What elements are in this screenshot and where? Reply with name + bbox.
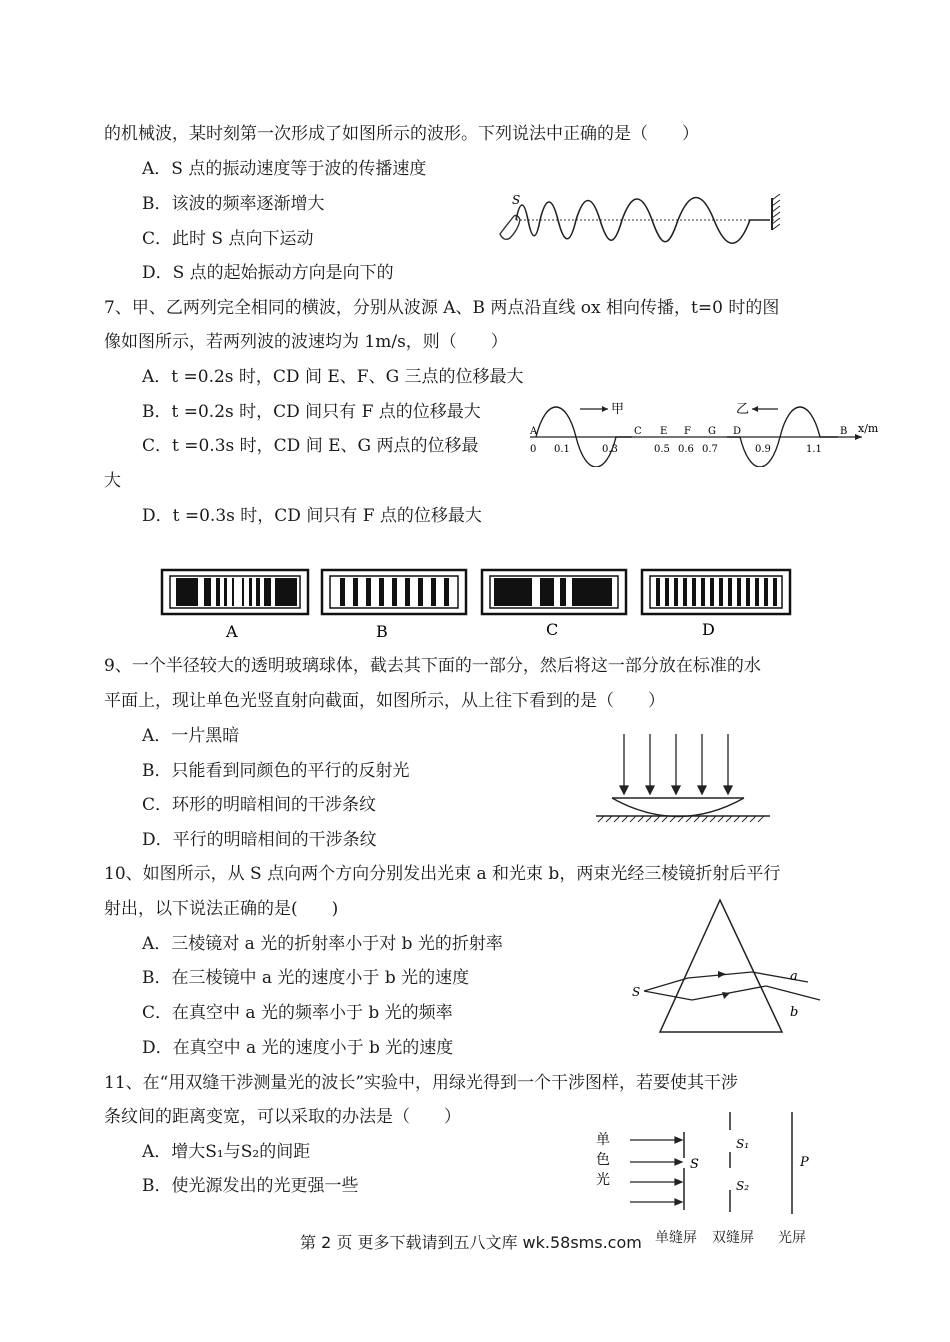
q6-figure-label-s: S bbox=[512, 193, 521, 207]
q7-option-c-wrap: 大 bbox=[104, 471, 121, 491]
slit-s-label: S bbox=[690, 1157, 699, 1172]
point-a: A bbox=[530, 426, 538, 437]
q7-wave-figure bbox=[522, 392, 882, 467]
wave-b-label: 乙 bbox=[736, 402, 750, 417]
fringe-label-c: C bbox=[546, 620, 559, 639]
point-b: B bbox=[840, 426, 848, 437]
screen-label-double-slit: 双缝屏 bbox=[712, 1230, 754, 1246]
q9-option-b: B．只能看到同颜色的平行的反射光 bbox=[142, 761, 410, 781]
screen-label-single-slit: 单缝屏 bbox=[655, 1230, 697, 1246]
fringe-label-b: B bbox=[376, 622, 388, 641]
incident-arrows bbox=[630, 1137, 682, 1205]
q6-stem: 的机械波，某时刻第一次形成了如图所示的波形。下列说法中正确的是（ ） bbox=[104, 124, 699, 144]
tick-0.1: 0.1 bbox=[554, 444, 570, 455]
q6-option-d: D．S 点的起始振动方向是向下的 bbox=[142, 263, 394, 283]
beam-a-label: a bbox=[790, 969, 798, 984]
q11-option-a: A．增大S₁与S₂的间距 bbox=[142, 1142, 311, 1162]
light-char-1: 单 bbox=[596, 1132, 610, 1148]
q9-option-d: D．平行的明暗相间的干涉条纹 bbox=[142, 830, 377, 850]
wave-a-label: 甲 bbox=[611, 402, 625, 417]
fringe-label-a: A bbox=[226, 622, 238, 641]
q9-stem-line-2: 平面上，现让单色光竖直射向截面，如图所示，从上往下看到的是（ ） bbox=[104, 691, 665, 711]
beam-b-label: b bbox=[790, 1005, 799, 1020]
tick-0.5: 0.5 bbox=[654, 444, 670, 455]
q10-stem-line-1: 10、如图所示，从 S 点向两个方向分别发出光束 a 和光束 b，两束光经三棱镜折射后平行 bbox=[104, 864, 781, 884]
q6-option-a: A．S 点的振动速度等于波的传播速度 bbox=[142, 159, 427, 179]
q10-stem-line-2: 射出，以下说法正确的是( ) bbox=[104, 899, 339, 919]
q7-option-c: C．t =0.3s 时，CD 间 E、G 两点的位移最 bbox=[142, 436, 479, 456]
tick-0.3: 0.3 bbox=[602, 444, 618, 455]
q11-double-slit-figure bbox=[592, 1110, 822, 1220]
q8-fringe-figure bbox=[160, 565, 800, 645]
q11-option-b: B．使光源发出的光更强一些 bbox=[142, 1176, 359, 1196]
q10-option-b: B．在三棱镜中 a 光的速度小于 b 光的速度 bbox=[142, 968, 470, 988]
q7-option-d: D．t =0.3s 时，CD 间只有 F 点的位移最大 bbox=[142, 506, 482, 526]
point-c: C bbox=[634, 426, 642, 437]
q10-prism-figure bbox=[626, 896, 826, 1036]
q7-stem-line-2: 像如图所示，若两列波的波速均为 1m/s，则（ ） bbox=[104, 332, 508, 352]
q7-stem-line-1: 7、甲、乙两列完全相同的横波，分别从波源 A、B 两点沿直线 ox 相向传播，t=0 时的图 bbox=[104, 298, 780, 318]
q9-stem-line-1: 9、一个半径较大的透明玻璃球体，截去其下面的一部分，然后将这一部分放在标准的水 bbox=[104, 656, 761, 676]
tick-0.9: 0.9 bbox=[755, 444, 771, 455]
tick-0: 0 bbox=[530, 444, 537, 455]
page-footer: 第 2 页 更多下载请到五八文库 wk.58sms.com bbox=[300, 1233, 642, 1252]
q7-option-b: B．t =0.2s 时，CD 间只有 F 点的位移最大 bbox=[142, 402, 481, 422]
q6-option-b: B．该波的频率逐渐增大 bbox=[142, 194, 325, 214]
point-e: E bbox=[660, 426, 668, 437]
q9-option-c: C．环形的明暗相间的干涉条纹 bbox=[142, 795, 377, 815]
source-label: S bbox=[632, 985, 641, 999]
wave-curve bbox=[516, 198, 770, 244]
screen-p-label: P bbox=[800, 1155, 809, 1170]
q6-wave-figure bbox=[490, 190, 790, 260]
prism bbox=[660, 900, 782, 1032]
light-rays bbox=[620, 734, 732, 794]
q6-option-c: C．此时 S 点向下运动 bbox=[142, 229, 314, 249]
q10-option-a: A．三棱镜对 a 光的折射率小于对 b 光的折射率 bbox=[142, 934, 503, 954]
q10-option-d: D．在真空中 a 光的速度小于 b 光的速度 bbox=[142, 1038, 454, 1058]
light-char-3: 光 bbox=[596, 1172, 610, 1188]
beam-a-out bbox=[752, 972, 808, 982]
q9-lens-figure bbox=[594, 730, 774, 830]
q11-stem-line-1: 11、在“用双缝干涉测量光的波长”实验中，用绿光得到一个干涉图样，若要使其干涉 bbox=[104, 1073, 739, 1093]
beam-b-out bbox=[766, 986, 820, 1000]
q7-option-a: A．t =0.2s 时，CD 间 E、F、G 三点的位移最大 bbox=[142, 367, 524, 387]
point-d: D bbox=[733, 426, 742, 437]
point-g: G bbox=[708, 426, 716, 437]
tick-1.1: 1.1 bbox=[806, 444, 822, 455]
fringe-label-d: D bbox=[702, 620, 715, 639]
q11-stem-line-2: 条纹间的距离变宽，可以采取的办法是（ ） bbox=[104, 1107, 461, 1127]
lens-curve bbox=[612, 798, 744, 817]
q9-option-a: A．一片黑暗 bbox=[142, 726, 240, 746]
tick-0.7: 0.7 bbox=[702, 444, 718, 455]
screen-label-light-screen: 光屏 bbox=[778, 1230, 806, 1246]
light-char-2: 色 bbox=[596, 1152, 610, 1168]
beam-b-in bbox=[644, 991, 692, 1000]
tick-0.6: 0.6 bbox=[678, 444, 694, 455]
slit-s2-label: S₂ bbox=[736, 1179, 750, 1193]
point-f: F bbox=[684, 426, 691, 437]
axis-label: x/m bbox=[858, 422, 879, 435]
q10-option-c: C．在真空中 a 光的频率小于 b 光的频率 bbox=[142, 1003, 453, 1023]
slit-s1-label: S₁ bbox=[736, 1137, 750, 1151]
